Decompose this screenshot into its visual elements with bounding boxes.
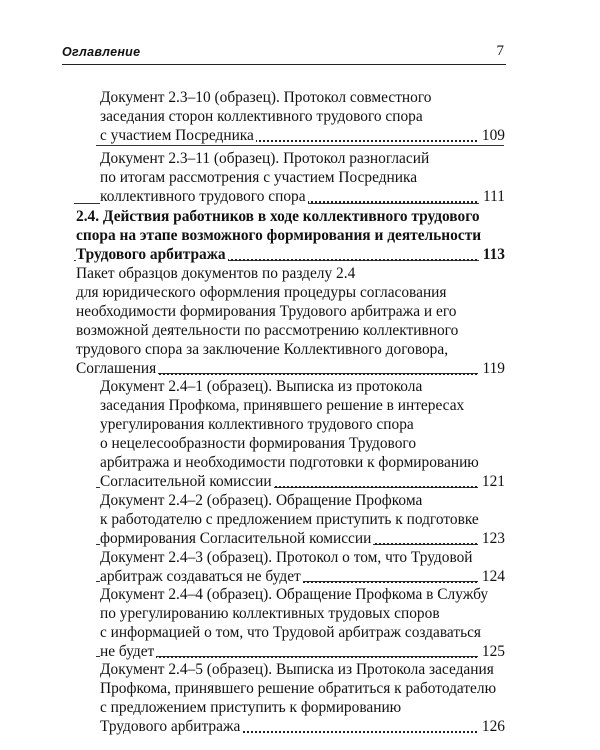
toc-page-number: 109	[478, 126, 505, 145]
toc-page-number: 113	[479, 245, 505, 264]
toc-entry-text-line: Документ 2.3–10 (образец). Протокол совместного	[100, 89, 432, 106]
toc-entry-text-line: арбитража и необходимости подготовки к формированию	[100, 454, 479, 471]
toc-entry-text-line: Трудового арбитража	[76, 246, 226, 263]
toc-entry[interactable]	[100, 548, 505, 586]
toc-entry-text-line: возможной деятельности по рассмотрению коллективного	[76, 322, 459, 339]
toc-entry-text-line: с предложением приступить к формированию	[100, 699, 402, 716]
toc-entry[interactable]	[100, 88, 505, 145]
toc-entry[interactable]	[76, 207, 505, 264]
toc-entry-text-line: Пакет образцов документов по разделу 2.4	[76, 265, 356, 282]
toc-entry-last-line	[100, 529, 505, 548]
toc-entry-text-line: трудового спора за заключение Коллективного договора,	[76, 341, 449, 358]
running-header-title: Оглавление	[62, 45, 141, 59]
toc-entry-last-line	[76, 245, 505, 264]
toc-entry-text-line: заседания Профкома, принявшего решение в интересах	[100, 397, 465, 414]
toc-page-number: 123	[478, 529, 505, 548]
toc-entry-text-line: формирования Согласительной комиссии	[100, 530, 372, 547]
toc-entry-text-line: для юридического оформления процедуры согласования	[76, 284, 447, 301]
page-header	[62, 40, 506, 65]
toc-entry-text-line: Документ 2.3–11 (образец). Протокол разногласий	[100, 150, 430, 167]
entry-separator-rule	[96, 145, 504, 146]
toc-page-number: 119	[478, 359, 505, 378]
toc-entry-last-line	[100, 567, 505, 586]
toc-entry-last-line	[100, 642, 505, 661]
toc-entry-text-line: по урегулированию коллективных трудовых споров	[100, 605, 440, 622]
toc-entry-text-line: Профкома, принявшего решение обратиться к работодателю	[100, 680, 497, 697]
toc-entry[interactable]	[100, 585, 505, 661]
toc-entry-text-line: арбитраж создаваться не будет	[100, 568, 301, 585]
toc-entry-text-line: урегулирования коллективного трудового спора	[100, 416, 414, 433]
toc-entry-last-line	[100, 472, 505, 491]
toc-entry-text-line: спора на этапе возможного формирования и деятельности	[76, 227, 482, 244]
toc-entry-last-line	[76, 359, 505, 378]
toc-entry-text-line: Согласительной комиссии	[100, 473, 272, 490]
toc-entry-text-line: коллективного трудового спора	[100, 188, 306, 205]
toc-entry[interactable]	[76, 264, 505, 378]
header-page-number: 7	[496, 43, 504, 59]
toc-entry-text-line: к работодателю с предложением приступить к подготовке	[100, 511, 479, 528]
toc-entry-text-line: по итогам рассмотрения с участием Посредника	[100, 169, 418, 186]
toc-page-number: 125	[478, 642, 505, 661]
dot-leader	[100, 656, 501, 658]
toc-entry-text-line: Документ 2.4–1 (образец). Выписка из протокола	[100, 378, 423, 395]
toc-entry-last-line	[100, 187, 505, 206]
toc-page-number: 126	[478, 717, 505, 736]
toc-entry-text-line: Документ 2.4–2 (образец). Обращение Профкома	[100, 492, 423, 509]
toc-entry[interactable]	[100, 660, 505, 736]
toc-entry-text-line: Соглашения	[76, 360, 157, 377]
toc-entry-text-line: заседания сторон коллективного трудового спора	[100, 108, 423, 125]
toc-entry-last-line	[100, 126, 505, 145]
toc-entry-text-line: с участием Посредника	[100, 127, 254, 144]
toc-entry-text-line: Документ 2.4–3 (образец). Протокол о том, что Трудовой	[100, 549, 473, 566]
toc-entry[interactable]	[100, 149, 505, 206]
toc-entry-text-line: необходимости формирования Трудового арбитража и его	[76, 303, 457, 320]
toc-entry-last-line	[100, 717, 505, 736]
toc-entry-text-line: Документ 2.4–4 (образец). Обращение Профкома в Службу	[100, 586, 489, 603]
toc-entry-text-line: 2.4. Действия работников в ходе коллективного трудового	[76, 208, 480, 225]
toc-entry[interactable]	[100, 377, 505, 491]
toc-page-number: 111	[479, 187, 505, 206]
toc-page-number: 121	[478, 472, 505, 491]
toc-page-number: 124	[478, 567, 505, 586]
toc-entry-text-line: с информацией о том, что Трудовой арбитраж создаваться	[100, 624, 481, 641]
toc-entry-text-line: не будет	[100, 643, 155, 660]
toc-entry-text-line: Трудового арбитража	[100, 718, 241, 735]
toc-entry[interactable]	[100, 491, 505, 548]
toc-entry-text-line: Документ 2.4–5 (образец). Выписка из Протокола заседания	[100, 661, 494, 678]
toc-entry-text-line: о нецелесообразности формирования Трудового	[100, 435, 417, 452]
